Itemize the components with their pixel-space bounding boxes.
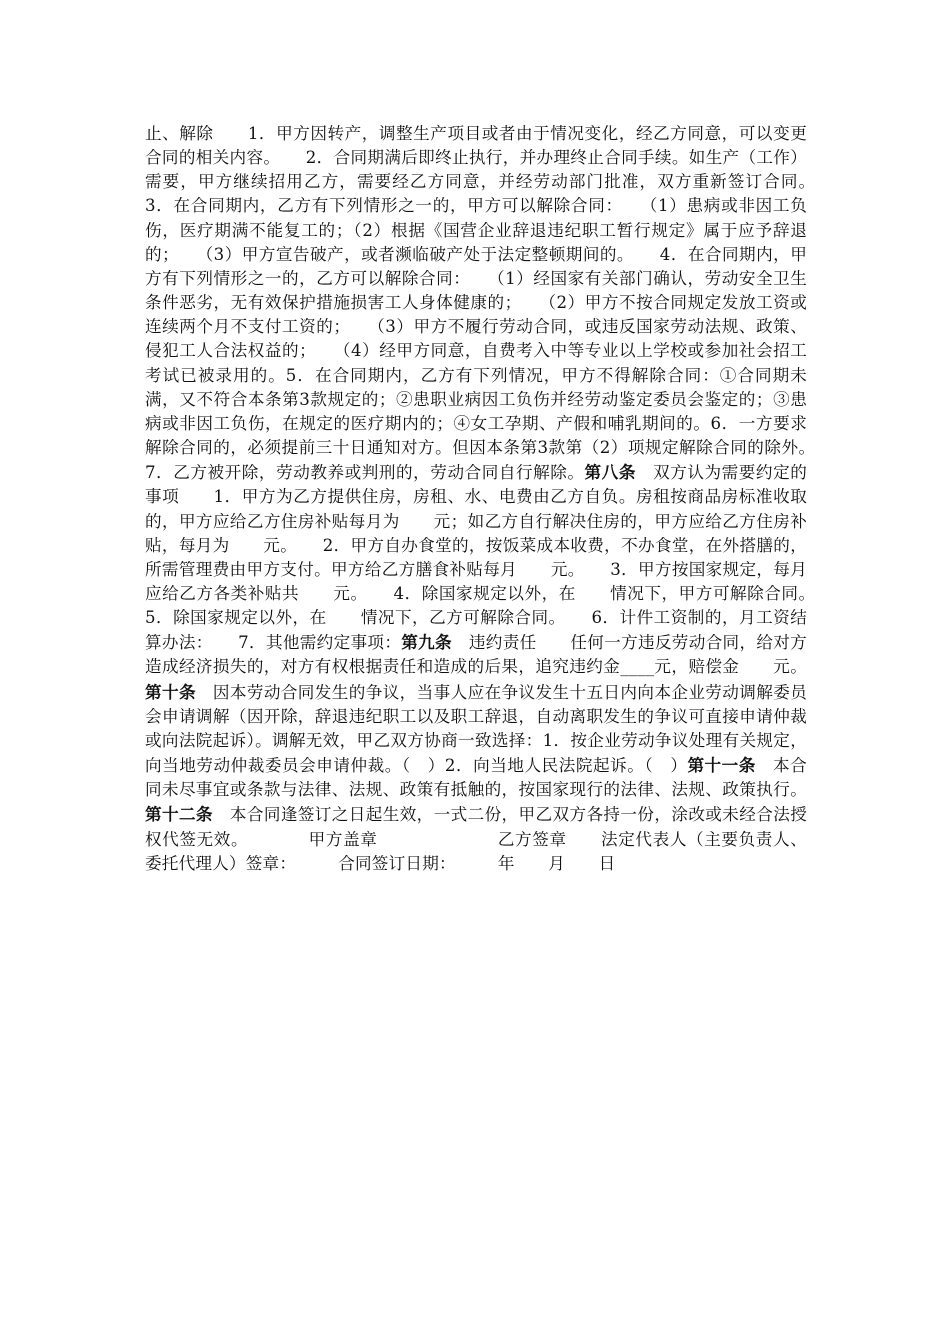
- article-11-heading: 第十一条: [687, 755, 756, 776]
- text-segment: 本合同未尽事宜或条款与法律、法规、政策有抵触的，按国家现行的法律、法规、政策执行。: [145, 756, 807, 800]
- text-segment: 因本劳动合同发生的争议，当事人应在争议发生十五日内向本企业劳动调解委员会申请调解（因开除，辞退违纪职工以及职工辞退，自动离职发生的争议可直接申请仲裁或向法院起诉）。调解无效，甲乙双方协商一致选择：1．按企业劳动争议处理有关规定，向当地劳动仲裁委员会申请仲裁。（ ）2．向当地人民法院起诉。（ ）: [145, 682, 807, 776]
- text-segment: 止、解除 1．甲方因转产，调整生产项目或者由于情况变化，经乙方同意，可以变更合同的相关内容。 2．合同期满后即终止执行，并办理终止合同手续。如生产（工作）需要，甲方继续招用乙方，需要经乙方同意，并经劳动部门批准，双方重新签订合同。 3．在合同期内，乙方有下列情形之一的，甲方可以解除合同： （1）患病或非因工负伤，医疗期满不能复工的；（2）根据《国营企业辞退违纪职工暂行规定》属于应予辞退的； （3）甲方宣告破产，或者濒临破产处于法定整顿期间的。 4．在合同期内，甲方有下列情形之一的，乙方可以解除合同： （1）经国家有关部门确认，劳动安全卫生条件恶劣，无有效保护措施损害工人身体健康的； （2）甲方不按合同规定发放工资或连续两个月不支付工资的； （3）甲方不履行劳动合同，或违反国家劳动法规、政策、侵犯工人合法权益的； （4）经甲方同意，自费考入中等专业以上学校或参加社会招工考试已被录用的。5．在合同期内，乙方有下列情况，甲方不得解除合同：①合同期未满，又不符合本条第3款规定的；②患职业病因工负伤并经劳动鉴定委员会鉴定的；③患病或非因工负伤，在规定的医疗期内的；④女工孕期、产假和哺乳期间的。6．一方要求解除合同的，必须提前三十日通知对方。但因本条第3款第（2）项规定解除合同的除外。 7．乙方被开除，劳动教养或判刑的，劳动合同自行解除。: [145, 124, 841, 483]
- article-9-heading: 第九条: [401, 632, 452, 653]
- text-segment: 违约责任 任何一方违反劳动合同，给对方造成经济损失的，对方有权根据责任和造成的后果，追究违约金____元，赔偿金 元。: [145, 633, 807, 677]
- contract-body-text: [145, 122, 841, 876]
- text-segment: 本合同逢签订之日起生效，一式二份，甲乙双方各持一份，涂改或未经合法授权代签无效。 甲方盖章 乙方签章 法定代表人（主要负责人、委托代理人）签章： 合同签订日期： 年 月 日: [145, 805, 807, 873]
- article-12-heading: 第十二条: [145, 804, 213, 825]
- document-page: [145, 122, 841, 876]
- article-8-heading: 第八条: [584, 462, 636, 483]
- text-segment: 双方认为需要约定的事项 1．甲方为乙方提供住房，房租、水、电费由乙方自负。房租按商品房标准收取的，甲方应给乙方住房补贴每月为 元；如乙方自行解决住房的，甲方应给乙方住房补贴，每月为 元。 2．甲方自办食堂的，按饭菜成本收费，不办食堂，在外搭膳的，所需管理费由甲方支付。甲方给乙方膳食补贴每月 元。 3．甲方按国家规定，每月应给乙方各类补贴共 元。 4．除国家规定以外，在 情况下，甲方可解除合同。 5．除国家规定以外，在 情况下，乙方可解除合同。 6．计件工资制的，月工资结算办法： 7．其他需约定事项：: [145, 463, 841, 653]
- article-10-heading: 第十条: [145, 681, 196, 702]
